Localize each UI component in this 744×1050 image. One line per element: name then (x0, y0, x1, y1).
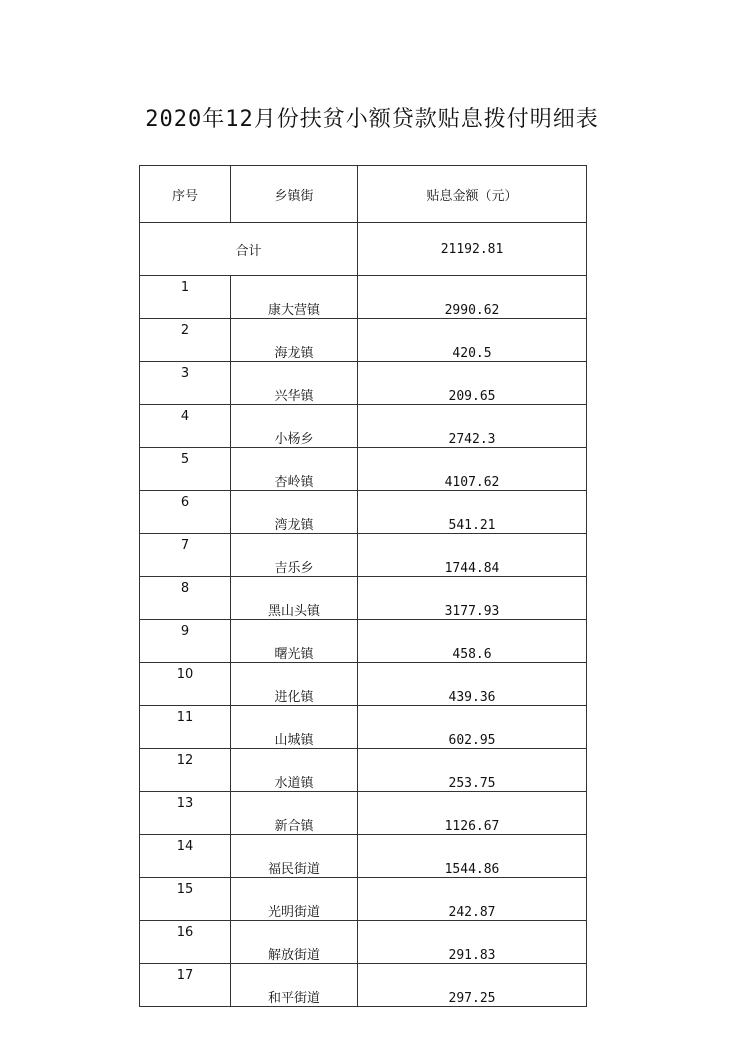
row-seq: 2 (140, 319, 231, 362)
row-amount: 297.25 (448, 991, 496, 1006)
row-amount-cell (358, 534, 587, 577)
row-amount-cell (358, 706, 587, 749)
row-town: 进化镇 (231, 663, 358, 706)
row-town: 山城镇 (231, 706, 358, 749)
row-amount: 2742.3 (448, 432, 496, 447)
total-label: 合计 (140, 223, 358, 276)
table-row (140, 577, 587, 620)
row-amount-cell (358, 878, 587, 921)
row-amount: 242.87 (448, 905, 496, 920)
row-amount: 1544.86 (444, 862, 500, 877)
row-town: 兴华镇 (231, 362, 358, 405)
row-amount: 1126.67 (444, 819, 500, 834)
subsidy-detail-table (139, 165, 587, 1007)
row-amount: 541.21 (448, 518, 496, 533)
table-row (140, 448, 587, 491)
row-amount-cell (358, 663, 587, 706)
row-amount: 3177.93 (444, 604, 500, 619)
table-row (140, 792, 587, 835)
row-amount-cell (358, 964, 587, 1007)
row-town: 海龙镇 (231, 319, 358, 362)
row-seq: 8 (140, 577, 231, 620)
row-amount: 439.36 (448, 690, 496, 705)
table-row (140, 534, 587, 577)
total-amount: 21192.81 (358, 223, 587, 276)
row-town: 解放街道 (231, 921, 358, 964)
row-town: 湾龙镇 (231, 491, 358, 534)
row-amount: 209.65 (448, 389, 496, 404)
row-seq: 16 (140, 921, 231, 964)
row-town: 曙光镇 (231, 620, 358, 663)
table-row (140, 964, 587, 1007)
header-seq: 序号 (140, 166, 231, 223)
header-amount: 贴息金额（元） (358, 166, 587, 223)
table-row (140, 620, 587, 663)
row-town: 杏岭镇 (231, 448, 358, 491)
row-amount-cell (358, 921, 587, 964)
row-seq: 11 (140, 706, 231, 749)
row-town: 水道镇 (231, 749, 358, 792)
table-row (140, 491, 587, 534)
row-amount: 420.5 (452, 346, 492, 361)
row-amount-cell (358, 620, 587, 663)
row-amount-cell (358, 448, 587, 491)
row-seq: 13 (140, 792, 231, 835)
table-row (140, 319, 587, 362)
table-row (140, 706, 587, 749)
row-amount: 602.95 (448, 733, 496, 748)
row-amount: 253.75 (448, 776, 496, 791)
row-seq: 12 (140, 749, 231, 792)
row-town: 福民街道 (231, 835, 358, 878)
document-title: 2020年12月份扶贫小额贷款贴息拨付明细表 (145, 107, 599, 132)
row-seq: 17 (140, 964, 231, 1007)
row-town: 和平街道 (231, 964, 358, 1007)
header-town: 乡镇街 (231, 166, 358, 223)
row-amount-cell (358, 835, 587, 878)
row-amount: 291.83 (448, 948, 496, 963)
row-seq: 7 (140, 534, 231, 577)
row-seq: 15 (140, 878, 231, 921)
row-amount-cell (358, 405, 587, 448)
row-amount: 458.6 (452, 647, 492, 662)
row-amount-cell (358, 792, 587, 835)
row-town: 康大营镇 (231, 276, 358, 319)
table-row (140, 405, 587, 448)
row-amount-cell (358, 319, 587, 362)
table-row (140, 362, 587, 405)
table-row (140, 921, 587, 964)
table-row (140, 878, 587, 921)
row-town: 小杨乡 (231, 405, 358, 448)
row-amount: 4107.62 (444, 475, 500, 490)
row-seq: 10 (140, 663, 231, 706)
row-seq: 5 (140, 448, 231, 491)
total-row (140, 223, 587, 276)
table-row (140, 663, 587, 706)
table-row (140, 276, 587, 319)
row-seq: 14 (140, 835, 231, 878)
row-amount-cell (358, 491, 587, 534)
header-row (140, 166, 587, 223)
row-amount-cell (358, 749, 587, 792)
row-amount-cell (358, 362, 587, 405)
row-amount: 2990.62 (444, 303, 500, 318)
row-town: 吉乐乡 (231, 534, 358, 577)
row-seq: 3 (140, 362, 231, 405)
table-row (140, 835, 587, 878)
row-town: 黑山头镇 (231, 577, 358, 620)
row-town: 光明街道 (231, 878, 358, 921)
row-amount-cell (358, 276, 587, 319)
row-seq: 4 (140, 405, 231, 448)
table-row (140, 749, 587, 792)
row-amount: 1744.84 (444, 561, 500, 576)
row-amount-cell (358, 577, 587, 620)
row-seq: 9 (140, 620, 231, 663)
row-seq: 6 (140, 491, 231, 534)
table-body (140, 166, 587, 1007)
row-town: 新合镇 (231, 792, 358, 835)
row-seq: 1 (140, 276, 231, 319)
